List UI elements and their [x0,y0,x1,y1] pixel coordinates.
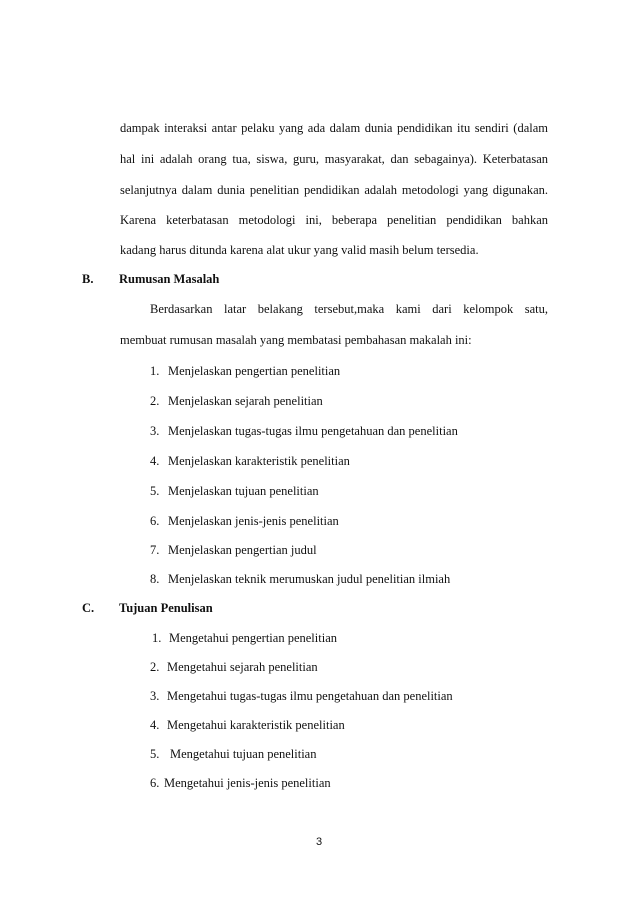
list-item [150,514,339,529]
section-b-paragraph-line: membuat rumusan masalah yang membatasi pembahasan makalah ini: [120,333,472,347]
paragraph-line: hal ini adalah orang tua, siswa, guru, masyarakat, dan sebagainya). Keterbatasan [120,152,548,166]
list-item-text: Menjelaskan tugas-tugas ilmu pengetahuan dan penelitian [168,424,458,438]
list-item-number: 8. [150,572,160,586]
section-b-title: Rumusan Masalah [119,272,220,286]
list-item [152,631,337,646]
list-item-text: Mengetahui karakteristik penelitian [167,718,345,732]
list-item-number: 7. [150,543,160,557]
list-item-number: 3. [150,424,160,438]
list-item-number: 5. [150,747,160,761]
list-item-number: 3. [150,689,160,703]
list-item [150,747,317,762]
paragraph-line: Karena keterbatasan metodologi ini, beberapa penelitian pendidikan bahkan [120,213,548,227]
list-item-text: Menjelaskan tujuan penelitian [168,484,319,498]
list-item-text: Menjelaskan pengertian penelitian [168,364,341,378]
list-item [150,394,323,409]
list-item-text: Mengetahui pengertian penelitian [169,631,337,645]
list-item [150,718,345,733]
list-item [150,424,458,439]
list-item-text: Menjelaskan jenis-jenis penelitian [168,514,339,528]
list-item-text: Mengetahui tujuan penelitian [170,747,317,761]
list-item [150,454,350,469]
list-item-text: Mengetahui jenis-jenis penelitian [164,776,331,790]
list-item-number: 5. [150,484,160,498]
list-item-text: Menjelaskan pengertian judul [168,543,317,557]
section-b-paragraph-line: Berdasarkan latar belakang tersebut,maka kami dari kelompok satu, [150,302,548,316]
list-item-text: Mengetahui tugas-tugas ilmu pengetahuan dan penelitian [167,689,453,703]
list-item-text: Menjelaskan teknik merumuskan judul penelitian ilmiah [168,572,451,586]
list-item-number: 4. [150,454,160,468]
section-c-title: Tujuan Penulisan [119,601,213,615]
list-item-number: 6. [150,514,160,528]
paragraph-line: kadang harus ditunda karena alat ukur yang valid masih belum tersedia. [120,243,479,257]
list-item [150,689,453,704]
list-item-number: 2. [150,660,160,674]
section-b-label: B. [82,272,94,286]
list-item-text: Mengetahui sejarah penelitian [167,660,318,674]
section-c-label: C. [82,601,95,615]
list-item [150,484,319,499]
page-number: 3 [315,836,323,848]
list-item [150,364,341,379]
list-item [150,572,451,587]
list-item [150,660,318,675]
list-item-number: 6. [150,776,160,790]
paragraph-line: dampak interaksi antar pelaku yang ada dalam dunia pendidikan itu sendiri (dalam [120,121,548,135]
list-item-number: 1. [152,631,162,645]
list-item-text: Menjelaskan karakteristik penelitian [168,454,350,468]
list-item-number: 1. [150,364,160,378]
list-item-number: 4. [150,718,160,732]
paragraph-line: selanjutnya dalam dunia penelitian pendidikan adalah metodologi yang digunakan. [120,183,548,197]
list-item-text: Menjelaskan sejarah penelitian [168,394,323,408]
list-item [150,543,317,558]
list-item [150,776,331,791]
list-item-number: 2. [150,394,160,408]
